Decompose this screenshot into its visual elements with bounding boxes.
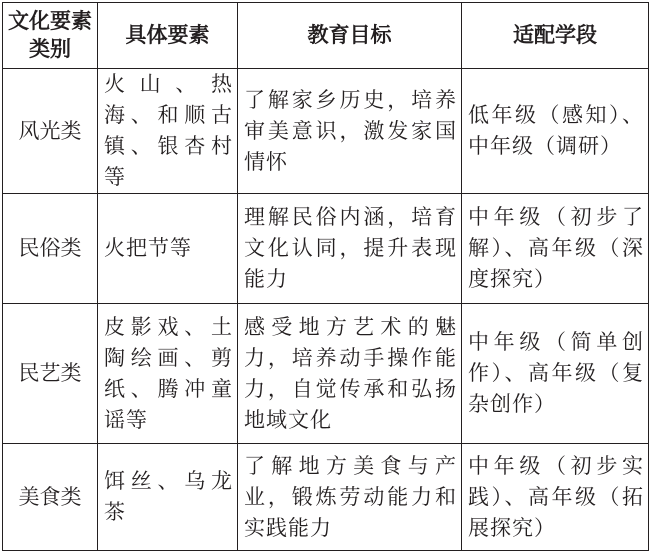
table-row (3, 444, 649, 551)
table-row (3, 194, 649, 304)
cell-category: 风光类 (3, 69, 98, 194)
cell-elements: 皮影戏、土陶绘画、剪纸、腾冲童谣等 (98, 304, 238, 444)
cell-elements: 火山、热海、和顺古镇、银杏村等 (98, 69, 238, 194)
cell-stage: 中年级（初步了解）、高年级（深度探究） (462, 194, 649, 304)
cell-elements: 火把节等 (98, 194, 238, 304)
header-goal: 教育目标 (238, 3, 462, 69)
culture-elements-table (2, 2, 649, 551)
header-elements: 具体要素 (98, 3, 238, 69)
cell-goal: 感受地方艺术的魅力，培养动手操作能力，自觉传承和弘扬地域文化 (238, 304, 462, 444)
cell-stage: 中年级（初步实践）、高年级（拓展探究） (462, 444, 649, 551)
cell-category: 民艺类 (3, 304, 98, 444)
cell-stage: 低年级（感知）、中年级（调研） (462, 69, 649, 194)
cell-category: 民俗类 (3, 194, 98, 304)
cell-goal: 了解家乡历史，培养审美意识，激发家国情怀 (238, 69, 462, 194)
table-row (3, 69, 649, 194)
cell-stage: 中年级（简单创作）、高年级（复杂创作） (462, 304, 649, 444)
header-stage: 适配学段 (462, 3, 649, 69)
cell-category: 美食类 (3, 444, 98, 551)
cell-elements: 饵丝、乌龙茶 (98, 444, 238, 551)
table-header-row (3, 3, 649, 69)
table-row (3, 304, 649, 444)
cell-goal: 理解民俗内涵，培育文化认同，提升表现能力 (238, 194, 462, 304)
header-category: 文化要素类别 (3, 3, 98, 69)
cell-goal: 了解地方美食与产业，锻炼劳动能力和实践能力 (238, 444, 462, 551)
table-wrapper (2, 2, 648, 540)
